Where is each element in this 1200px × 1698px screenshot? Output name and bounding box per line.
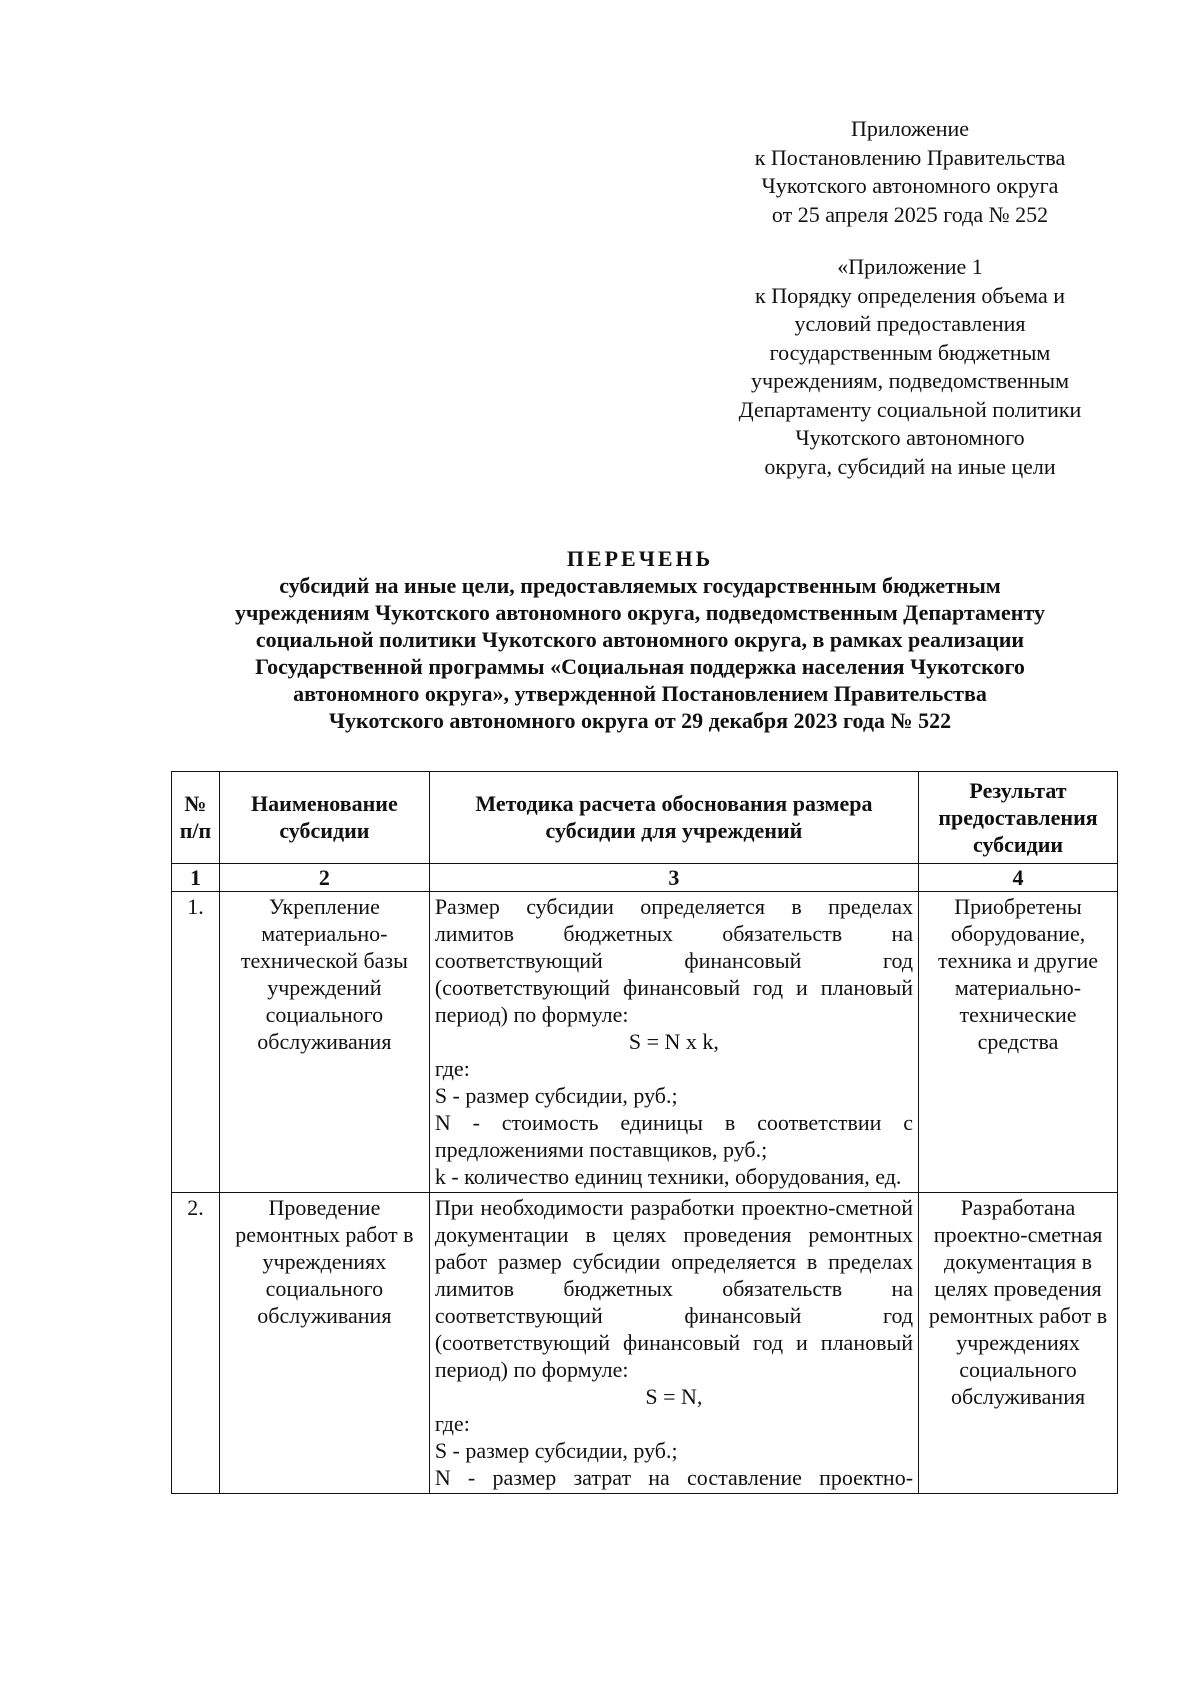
appendix-line: округа, субсидий на иные цели xyxy=(764,453,1056,479)
title-line: субсидий на иные цели, предоставляемых государственным бюджетным xyxy=(279,573,1001,598)
formula: S = N x k, xyxy=(628,1029,719,1054)
subsidy-result: Разработана проектно-сметная документация в целях проведения ремонтных работ в учреждениях социального обслуживания xyxy=(919,1193,1118,1494)
appendix-line: Департаменту социальной политики xyxy=(738,396,1082,422)
appendix-line: к Постановлению Правительства xyxy=(754,144,1066,170)
column-number: 4 xyxy=(919,864,1118,892)
subsidies-table xyxy=(171,771,1118,1494)
table-header-row xyxy=(172,772,1118,864)
quoted-appendix-reference xyxy=(700,253,1120,481)
definition: S - размер субсидии, руб.; xyxy=(434,1438,678,1463)
header-num: № п/п xyxy=(172,772,220,864)
where-label: где: xyxy=(434,1411,470,1436)
formula: S = N, xyxy=(645,1384,703,1409)
column-number: 3 xyxy=(429,864,918,892)
title-line: Государственной программы «Социальная поддержка населения Чукотского xyxy=(255,654,1025,679)
appendix-line: Чукотского автономного округа xyxy=(761,173,1059,198)
appendix-line: «Приложение 1 xyxy=(837,254,983,279)
calculation-method xyxy=(429,892,918,1193)
title-line: автономного округа», утвержденной Постановлением Правительства xyxy=(293,681,987,706)
appendix-line: от 25 апреля 2025 года № 252 xyxy=(771,201,1049,227)
title-heading: ПЕРЕЧЕНЬ xyxy=(566,546,714,571)
column-number: 2 xyxy=(219,864,429,892)
method-intro: Размер субсидии определяется в пределах лимитов бюджетных обязательств на соответствующий финансовый год (соответствующий финансовый год и плановый период) по формуле: xyxy=(434,894,914,1027)
subsidy-name: Проведение ремонтных работ в учреждениях социального обслуживания xyxy=(219,1193,429,1494)
row-number: 2. xyxy=(172,1193,220,1494)
appendix-line: учреждениям, подведомственным xyxy=(751,368,1069,393)
title-line: Чукотского автономного округа от 29 декабря 2023 года № 522 xyxy=(328,708,952,733)
table-row xyxy=(172,892,1118,1193)
table-row xyxy=(172,1193,1118,1494)
appendix-line: Чукотского автономного xyxy=(795,425,1025,450)
row-number: 1. xyxy=(172,892,220,1193)
appendix-line: Приложение xyxy=(850,116,970,141)
definition: S - размер субсидии, руб.; xyxy=(434,1083,678,1108)
appendix-line: условий предоставления xyxy=(794,311,1026,336)
title-line: социальной политики Чукотского автономного округа, в рамках реализации xyxy=(255,627,1025,652)
appendix-reference xyxy=(700,115,1120,229)
column-number: 1 xyxy=(172,864,220,892)
column-number-row xyxy=(172,864,1118,892)
appendix-line: государственным бюджетным xyxy=(769,339,1051,365)
header-method: Методика расчета обоснования размера субсидии для учреждений xyxy=(429,772,918,864)
title-line: учреждениям Чукотского автономного округа, подведомственным Департаменту xyxy=(235,600,1045,625)
document-title xyxy=(150,545,1130,734)
appendix-line: к Порядку определения объема и xyxy=(755,282,1065,308)
definition: N - стоимость единицы в соответствии с предложениями поставщиков, руб.; xyxy=(434,1110,914,1162)
header-name: Наименование субсидии xyxy=(219,772,429,864)
definition: N - размер затрат на составление проектно- xyxy=(434,1465,914,1490)
subsidy-result: Приобретены оборудование, техника и другие материально-технические средства xyxy=(919,892,1118,1193)
method-intro: При необходимости разработки проектно-сметной документации в целях проведения ремонтных работ размер субсидии определяется в пределах лимитов бюджетных обязательств на соответствующий финансовый год (соответствующий финансовый год и плановый период) по формуле: xyxy=(434,1195,914,1382)
subsidy-name: Укрепление материально-технической базы учреждений социального обслуживания xyxy=(219,892,429,1193)
where-label: где: xyxy=(434,1056,470,1081)
definition: k - количество единиц техники, оборудования, ед. xyxy=(434,1164,902,1189)
header-result: Результат предоставления субсидии xyxy=(919,772,1118,864)
calculation-method xyxy=(429,1193,918,1494)
